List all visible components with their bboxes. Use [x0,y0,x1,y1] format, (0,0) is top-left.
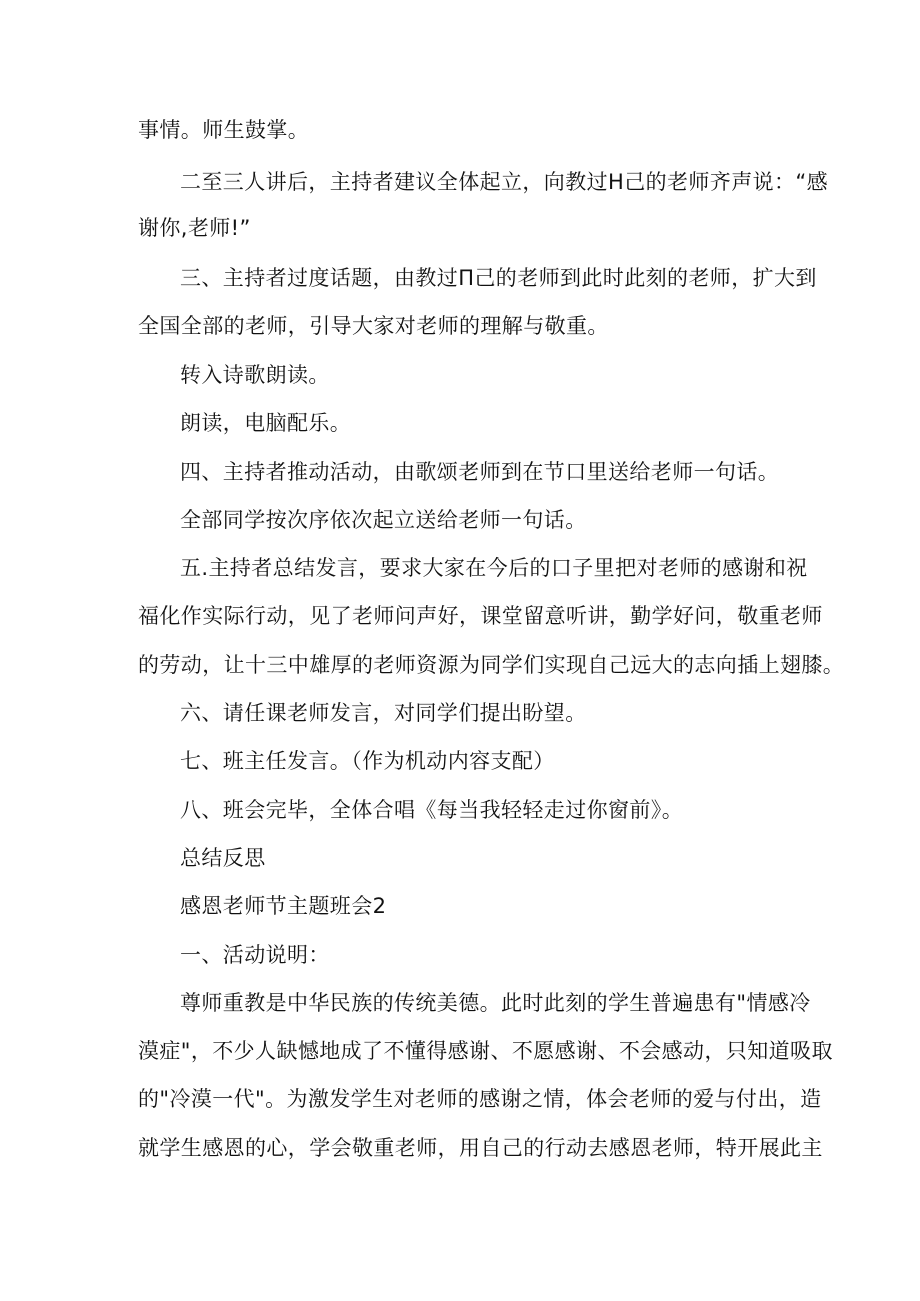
text-line: 的"冷漠一代"。为激发学生对老师的感谢之情，体会老师的爱与付出，造 [138,1087,822,1111]
text-line: 七、班主任发言。（作为机动内容支配） [180,749,555,773]
text-line: 四、主持者推动活动，由歌颂老师到在节口里送给老师一句话。 [180,460,780,484]
text-line: 六、请任课老师发言，对同学们提出盼望。 [180,701,587,725]
text-line: 尊师重教是中华民族的传统美德。此时此刻的学生普遍患有"情感冷 [180,991,811,1015]
text-line: 八、班会完毕，全体合唱《每当我轻轻走过你窗前》。 [180,798,684,822]
text-line: 福化作实际行动，见了老师问声好，课堂留意听讲，勤学好问，敬重老师 [138,604,823,628]
text-line: 五.主持者总结发言，要求大家在今后的口子里把对老师的感谢和祝 [180,556,808,580]
text-line: 就学生感恩的心，学会敬重老师，用自己的行动去感恩老师，特开展此主 [138,1136,823,1160]
text-line: 全部同学按次序依次起立送给老师一句话。 [180,508,587,532]
text-line: 一、活动说明： [180,943,330,967]
text-line: 漠症"，不少人缺憾地成了不懂得感谢、不愿感谢、不会感动，只知道吸取 [138,1039,833,1063]
text-line: 转入诗歌朗读。 [180,363,330,387]
text-line: 三、主持者过度话题，由教过Π己的老师到此时此刻的老师，扩大到 [180,266,817,290]
text-line: 事情。师生鼓掌。 [138,118,310,142]
text-line: 感恩老师节主题班会2 [180,894,387,918]
text-line: 朗读，电脑配乐。 [180,411,352,435]
text-line: 谢你,老师!” [138,216,251,240]
text-line: 总结反思 [180,846,266,870]
text-line: 二至三人讲后，主持者建议全体起立，向教过H己的老师齐声说：“感 [180,170,829,194]
text-line: 全国全部的老师，引导大家对老师的理解与敬重。 [138,314,609,338]
text-line: 的劳动，让十三中雄厚的老师资源为同学们实现自己远大的志向插上翅膝。 [138,653,845,677]
